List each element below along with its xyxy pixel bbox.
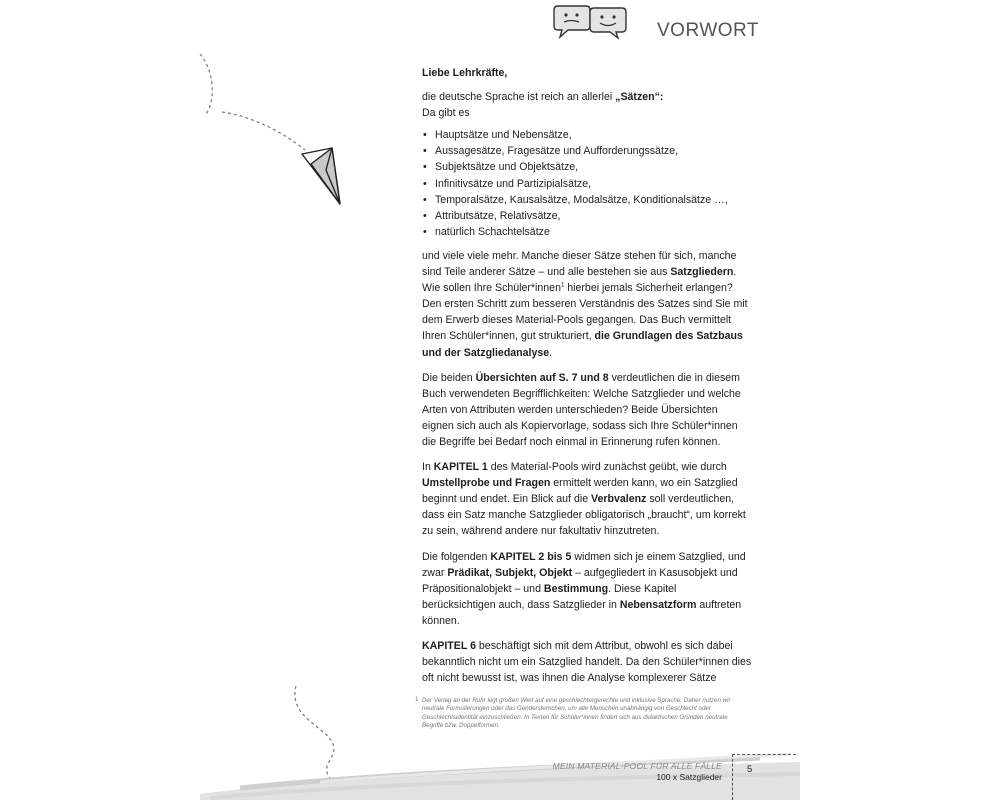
- sentence-types-list: [422, 127, 752, 240]
- list-item: • Infinitivsätze und Partizipialsätze,: [422, 176, 752, 192]
- book-title: 100 x Satzglieder: [656, 772, 722, 782]
- page-number-box: [732, 754, 796, 800]
- footnote-reference: 1: [560, 282, 565, 289]
- page-title: VORWORT: [657, 20, 760, 41]
- greeting: Liebe Lehrkräfte,: [422, 67, 508, 79]
- list-item: • Attributsätze, Relativsätze,: [422, 208, 752, 224]
- intro-paragraph: die deutsche Sprache ist reich an allerlei „Sätzen“: Da gibt es: [422, 91, 664, 120]
- footnote-text: Der Verlag an der Ruhr legt großen Wert auf eine geschlechtergerechte und inklusive Sprache. Daher nutzen wir neutrale Formulierungen oder das Gendersternchen, um alle Menschen unabhängig von Geschlecht oder Geschlechtsidentität einzuschließen. In Texten für Schüler*innen finden sich aus didaktischen Gründen neutrale Begriffe bzw. Doppelformen.: [422, 697, 731, 730]
- page-number: 5: [747, 764, 753, 775]
- paper-plane-icon: [190, 50, 360, 220]
- list-item: • Hauptsätze und Nebensätze,: [422, 127, 752, 143]
- list-item: • Temporalsätze, Kausalsätze, Modalsätze, Konditionalsätze …,: [422, 192, 752, 208]
- list-item: • natürlich Schachtelsätze: [422, 224, 752, 240]
- preface-body: [422, 65, 752, 695]
- paragraph-satzglieder: und viele viele mehr. Manche dieser Sätze stehen für sich, manche sind Teile anderer Sätze – und alle bestehen sie aus Satzgliedern. Wie sollen Ihre Schüler*innen$^1$ hierbei jemals Sicherheit erlangen? Den ersten Schritt zum besseren Verständnis des Satzes sind Sie mit dem Erwerb dieses Material-Pools gegangen. Das Buch vermittelt Ihren Schüler*innen, gut strukturiert, die Grundlagen des Satzbaus und der Satzgliedanalyse.: [422, 249, 748, 359]
- paragraph-kapitel-1: In KAPITEL 1 des Material-Pools wird zunächst geübt, wie durch Umstellprobe und Fragen ermittelt werden kann, wo ein Satzglied beginnt und endet. Ein Blick auf die Verbvalenz soll verdeutlichen, dass ein Satz manche Satzglieder obligatorisch „braucht“, um korrekt zu sein, während andere nur fakultativ hinzutreten.: [422, 461, 746, 538]
- list-item: • Aussagesätze, Fragesätze und Aufforderungssätze,: [422, 143, 752, 159]
- paragraph-kapitel-6: KAPITEL 6 beschäftigt sich mit dem Attribut, obwohl es sich dabei bekanntlich nicht um ein Satzglied handelt. Da den Schüler*innen dies oft nicht bewusst ist, was ihnen die Analyse komplexerer Sätze: [422, 640, 752, 685]
- series-title: MEIN MATERIAL-POOL FÜR ALLE FÄLLE: [552, 761, 722, 771]
- footnote-mark: 1: [415, 696, 419, 703]
- speech-bubbles-faces-icon: [550, 4, 630, 40]
- paragraph-uebersichten: Die beiden Übersichten auf S. 7 und 8 verdeutlichen die in diesem Buch verwendeten Begrifflichkeiten: Welche Satzglieder und welche Arten von Attributen werden unterschieden? Beide Übersichten eignen sich auch als Kopiervorlage, sodass sich Ihre Schüler*innen die Begriffe bei Bedarf noch einmal in Erinnerung rufen können.: [422, 371, 741, 448]
- footnote: [415, 696, 742, 731]
- paragraph-kapitel-2-5: Die folgenden KAPITEL 2 bis 5 widmen sich je einem Satzglied, und zwar Prädikat, Subjekt, Objekt – aufgegliedert in Kasusobjekt und Präpositionalobjekt – und Bestimmung. Diese Kapitel berücksichtigen auch, dass Satzglieder in Nebensatzform auftreten können.: [422, 550, 746, 627]
- list-item: • Subjektsätze und Objektsätze,: [422, 159, 752, 175]
